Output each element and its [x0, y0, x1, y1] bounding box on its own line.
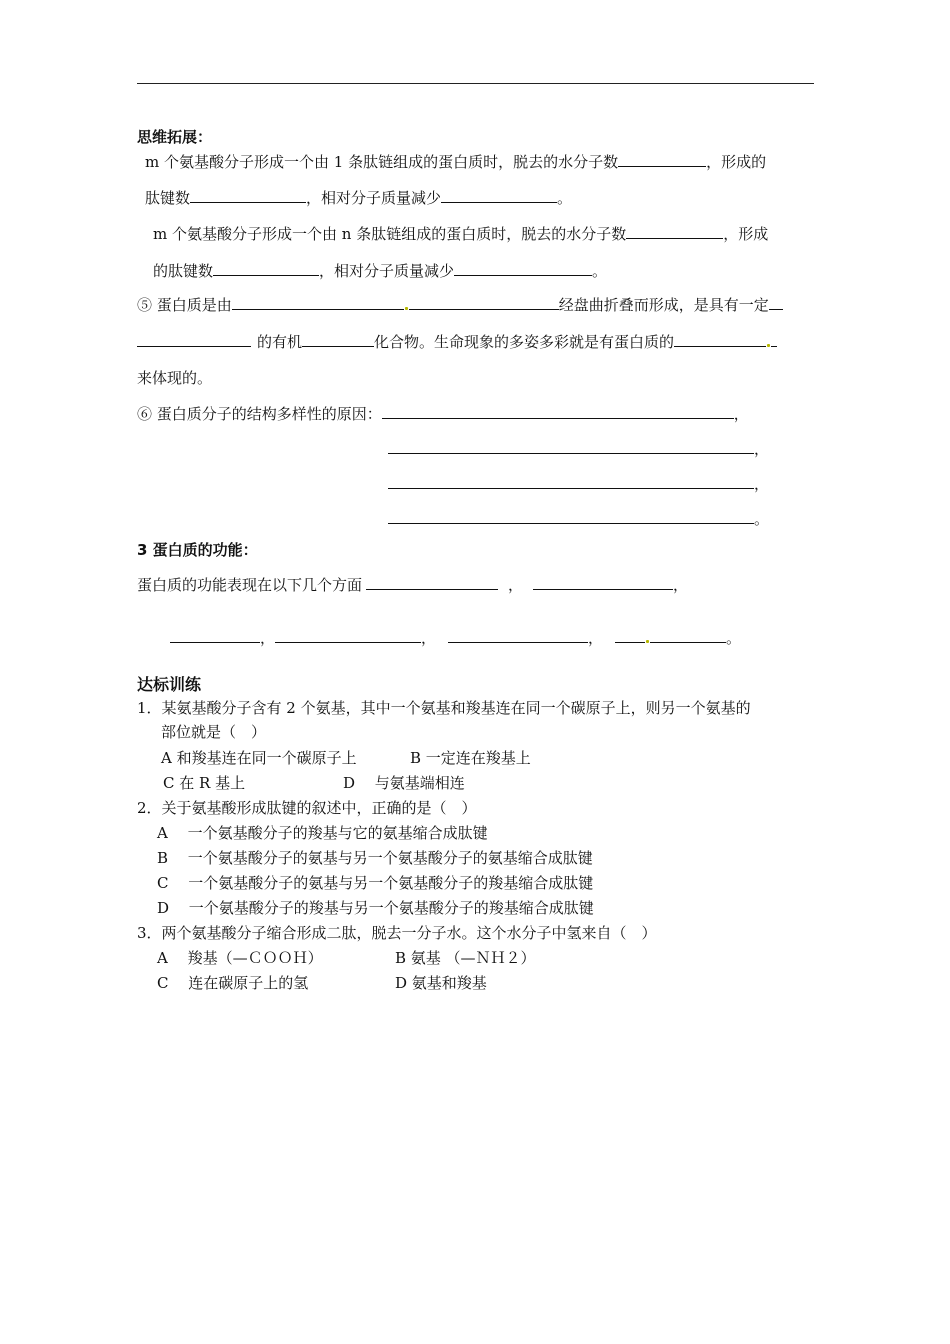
q5-blank-3a[interactable]: [769, 294, 783, 310]
q1-option-c[interactable]: C 在 R 基上: [163, 774, 246, 792]
marker-dot: [646, 640, 649, 643]
q5-line-1: ⑤ 蛋白质是由 经盘曲折叠而形成，是具有一定: [137, 294, 783, 315]
function-blank-3[interactable]: [170, 627, 260, 643]
q3-option-b[interactable]: B 氨基 （—ＮＨ２）: [395, 949, 536, 967]
ext-line-1: m 个氨基酸分子形成一个由 1 条肽链组成的蛋白质时，脱去的水分子数 ，形成的: [145, 153, 767, 171]
function-blank-6a[interactable]: [615, 627, 645, 643]
section3-title: 3 蛋白质的功能：: [137, 541, 258, 559]
q5-blank-3b[interactable]: [137, 331, 251, 347]
q2-option-d[interactable]: D 一个氨基酸分子的羧基与另一个氨基酸分子的羧基缩合成肽键: [157, 899, 594, 917]
ext-line-3: m 个氨基酸分子形成一个由 n 条肽链组成的蛋白质时，脱去的水分子数 ，形成: [153, 225, 769, 243]
q1-option-d[interactable]: D 与氨基端相连: [343, 774, 465, 792]
q6-line-1: ⑥ 蛋白质分子的结构多样性的原因： ，: [137, 405, 749, 423]
function-blank-4[interactable]: [275, 627, 421, 643]
q1-option-a[interactable]: A 和羧基连在同一个碳原子上: [161, 749, 357, 767]
mass-decrease-blank-1[interactable]: [441, 187, 557, 203]
q2-option-a[interactable]: A 一个氨基酸分子的羧基与它的氨基缩合成肽键: [157, 824, 488, 842]
function-blank-5[interactable]: [448, 627, 588, 643]
q3-stem: 3．两个氨基酸分子缩合形成二肽，脱去一分子水。这个水分子中氢来自（ ）: [137, 924, 657, 942]
q2-option-b[interactable]: B 一个氨基酸分子的氨基与另一个氨基酸分子的氨基缩合成肽键: [157, 849, 593, 867]
header-rule: [137, 83, 814, 84]
q6-blank-4[interactable]: [388, 508, 754, 524]
q5-line-2: 的有机 化合物。生命现象的多姿多彩就是有蛋白质的: [137, 331, 777, 352]
q6-blank-1[interactable]: [382, 403, 734, 419]
peptide-bonds-blank-2[interactable]: [213, 260, 319, 276]
function-blank-2[interactable]: [533, 574, 673, 590]
q3-option-a[interactable]: A 羧基（—ＣＯＯＨ）: [157, 949, 323, 967]
q6-line-3: ，: [388, 473, 769, 494]
marker-dot: [767, 344, 770, 347]
marker-dot: [405, 307, 408, 310]
q2-stem: 2．关于氨基酸形成肽键的叙述中，正确的是（ ）: [137, 799, 477, 817]
drill-title: 达标训练: [137, 675, 202, 694]
function-line-1: 蛋白质的功能表现在以下几个方面 ， ，: [137, 576, 689, 594]
function-blank-1[interactable]: [366, 574, 498, 590]
q5-blank-4[interactable]: [302, 331, 374, 347]
q6-blank-3[interactable]: [388, 473, 754, 489]
q5-line-3: 来体现的。: [137, 369, 213, 387]
q1-stem: 1．某氨基酸分子含有 2 个氨基，其中一个氨基和羧基连在同一个碳原子上，则另一个氨基的: [137, 699, 751, 717]
q3-option-c[interactable]: C 连在碳原子上的氢: [157, 974, 309, 992]
peptide-bonds-blank-1[interactable]: [190, 187, 306, 203]
q5-blank-1[interactable]: [232, 294, 404, 310]
q6-line-2: ，: [388, 438, 769, 459]
water-molecules-blank-1[interactable]: [618, 151, 706, 167]
mass-decrease-blank-2[interactable]: [454, 260, 592, 276]
q3-option-d[interactable]: D 氨基和羧基: [395, 974, 487, 992]
water-molecules-blank-2[interactable]: [626, 223, 723, 239]
extension-title: 思维拓展：: [137, 128, 213, 146]
q6-line-4: 。: [388, 508, 769, 529]
q2-option-c[interactable]: C 一个氨基酸分子的氨基与另一个氨基酸分子的羧基缩合成肽键: [157, 874, 594, 892]
function-line-2: ， ， ， 。: [170, 627, 741, 648]
q5-blank-2[interactable]: [409, 294, 559, 310]
q6-blank-2[interactable]: [388, 438, 754, 454]
q1-option-b[interactable]: B 一定连在羧基上: [410, 749, 531, 767]
q1-stem-cont: 部位就是（ ）: [161, 723, 267, 741]
function-blank-6b[interactable]: [650, 627, 726, 643]
ext-line-2: 肽键数 ，相对分子质量减少 。: [145, 189, 573, 207]
q5-blank-5[interactable]: [674, 331, 766, 347]
ext-line-4: 的肽键数 ，相对分子质量减少 。: [153, 262, 608, 280]
